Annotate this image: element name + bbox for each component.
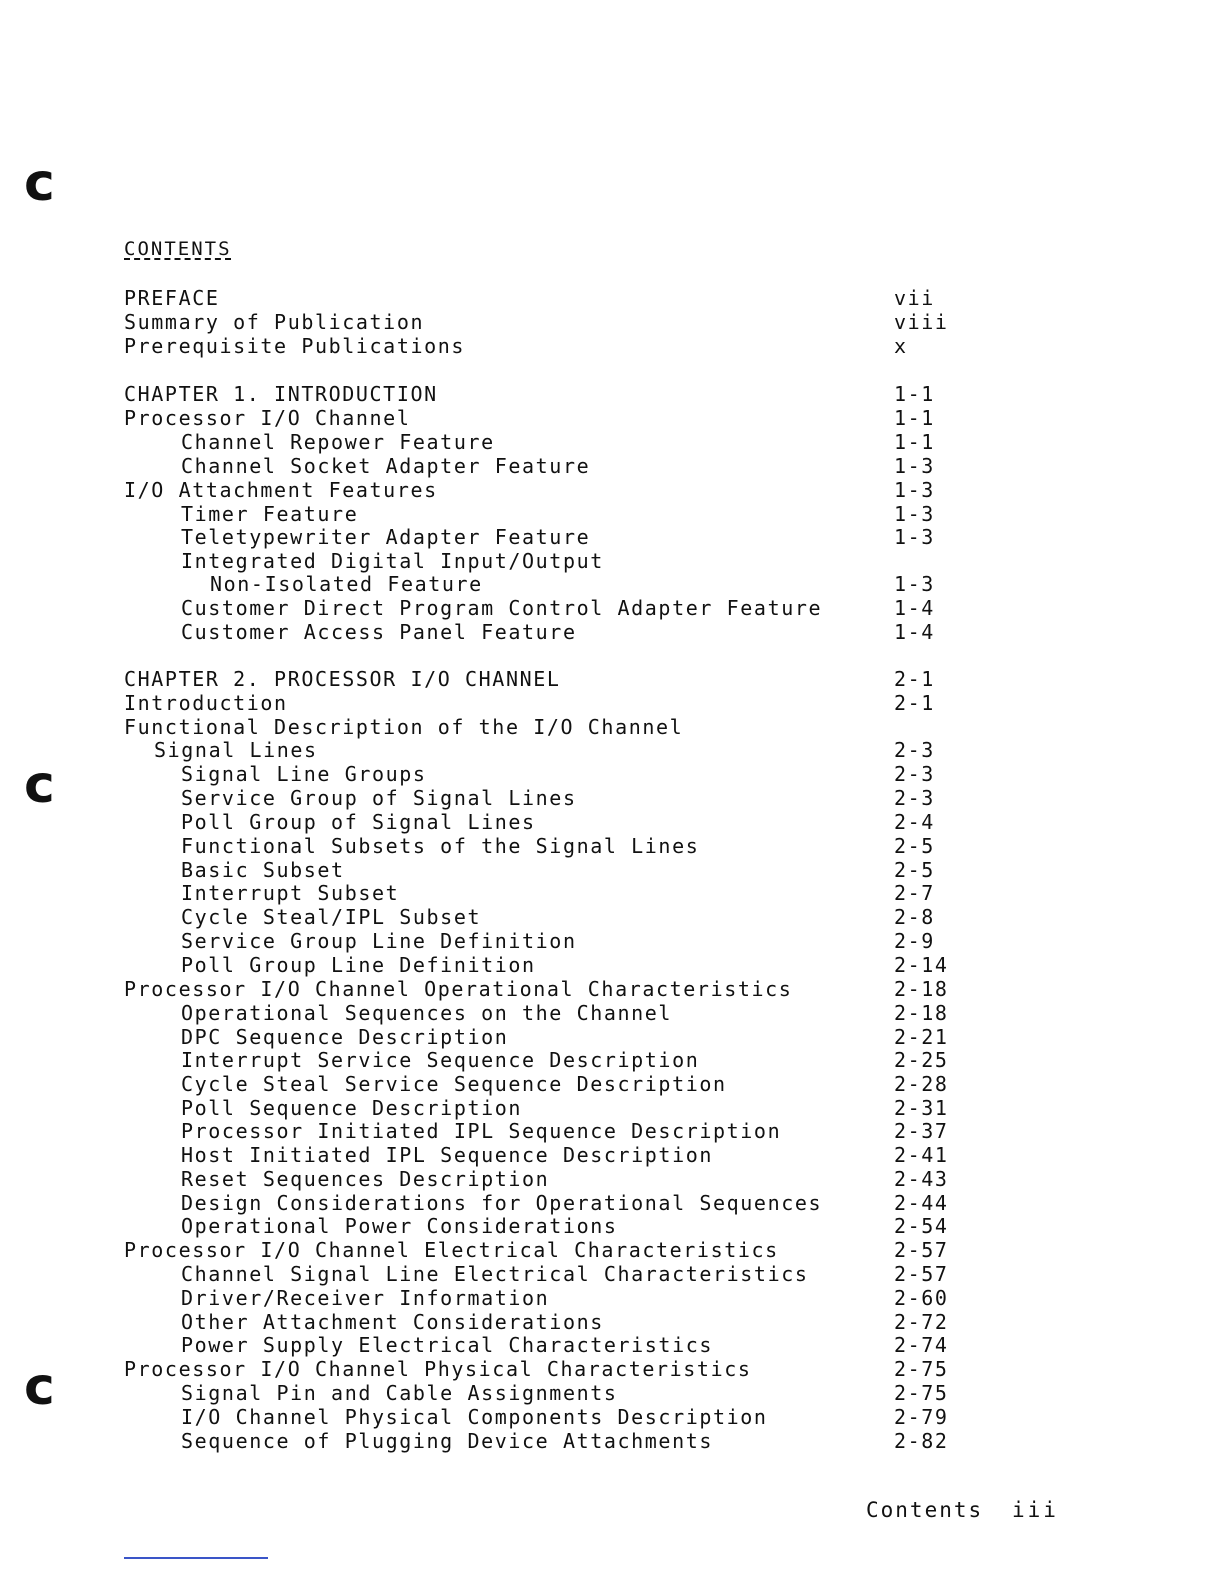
toc-entry: Summary of Publication [124,310,425,334]
toc-page-number: 2-82 [894,1429,949,1453]
toc-page-number: 2-3 [894,786,935,810]
toc-page-number: 2-72 [894,1310,949,1334]
toc-page-number: 2-41 [894,1143,949,1167]
toc-page-number: 2-3 [894,738,935,762]
toc-entry: Integrated Digital Input/Output [181,549,604,573]
toc-page-number: 1-1 [894,430,935,454]
toc-entry: Introduction [124,691,288,715]
toc-entry: Poll Sequence Description [181,1096,523,1120]
toc-page-number: x [894,334,908,358]
toc-entry: Non-Isolated Feature [210,572,483,596]
toc-page-number: 1-3 [894,502,935,526]
toc-entry: Service Group Line Definition [181,929,577,953]
toc-page-number: 2-54 [894,1214,949,1238]
toc-entry: Processor I/O Channel [124,406,411,430]
toc-entry: Functional Subsets of the Signal Lines [181,834,700,858]
toc-entry: Signal Lines [154,738,318,762]
toc-entry: I/O Channel Physical Components Description [181,1405,768,1429]
toc-page-number: 1-4 [894,596,935,620]
toc-page-number: 2-8 [894,905,935,929]
toc-page-number: 2-79 [894,1405,949,1429]
toc-entry: DPC Sequence Description [181,1025,509,1049]
toc-entry: Signal Pin and Cable Assignments [181,1381,618,1405]
toc-entry: Sequence of Plugging Device Attachments [181,1429,713,1453]
toc-page-number: 2-4 [894,810,935,834]
toc-entry: Host Initiated IPL Sequence Description [181,1143,713,1167]
toc-entry: Customer Direct Program Control Adapter Feature [181,596,823,620]
toc-page-number: 2-25 [894,1048,949,1072]
toc-page-number: 2-1 [894,691,935,715]
toc-page-number: 2-75 [894,1357,949,1381]
toc-page-number: 2-60 [894,1286,949,1310]
toc-page-number: 1-1 [894,382,935,406]
toc-page-number: 2-9 [894,929,935,953]
toc-page-number: 1-4 [894,620,935,644]
toc-page-number: 2-31 [894,1096,949,1120]
toc-entry: Poll Group of Signal Lines [181,810,536,834]
toc-page-number: 2-74 [894,1333,949,1357]
binder-hole-mark-bottom: c [24,1357,55,1417]
toc-entry: Processor Initiated IPL Sequence Description [181,1119,782,1143]
toc-entry: Functional Description of the I/O Channel [124,715,684,739]
toc-page-number: 2-44 [894,1191,949,1215]
toc-entry: Basic Subset [181,858,345,882]
toc-entry: Operational Power Considerations [181,1214,618,1238]
toc-page-number: 2-3 [894,762,935,786]
toc-entry: Operational Sequences on the Channel [181,1001,673,1025]
toc-page-number: 2-75 [894,1381,949,1405]
toc-page-number: 2-18 [894,1001,949,1025]
toc-entry: Design Considerations for Operational Sequences [181,1191,823,1215]
toc-entry: Channel Signal Line Electrical Characteristics [181,1262,809,1286]
toc-entry: Cycle Steal/IPL Subset [181,905,482,929]
toc-entry: Service Group of Signal Lines [181,786,577,810]
toc-entry: CHAPTER 2. PROCESSOR I/O CHANNEL [124,667,561,691]
binder-hole-mark-top: c [24,153,55,213]
toc-entry: Driver/Receiver Information [181,1286,550,1310]
toc-page-number: 2-57 [894,1262,949,1286]
toc-entry: Customer Access Panel Feature [181,620,577,644]
toc-entry: Interrupt Service Sequence Description [181,1048,700,1072]
toc-page-number: 2-57 [894,1238,949,1262]
toc-entry: Processor I/O Channel Physical Characteristics [124,1357,752,1381]
toc-page-number: 2-5 [894,858,935,882]
toc-page-number: 2-1 [894,667,935,691]
toc-entry: PREFACE [124,286,220,310]
toc-entry: Prerequisite Publications [124,334,466,358]
toc-page-number: 1-3 [894,572,935,596]
toc-entry: Reset Sequences Description [181,1167,550,1191]
toc-entry: I/O Attachment Features [124,478,438,502]
footer-label: Contents [866,1498,984,1522]
toc-entry: Timer Feature [181,502,359,526]
toc-entry: Channel Socket Adapter Feature [181,454,591,478]
toc-page-number: 2-43 [894,1167,949,1191]
toc-page-number: 1-3 [894,454,935,478]
toc-page-number: 2-21 [894,1025,949,1049]
toc-entry: Other Attachment Considerations [181,1310,604,1334]
toc-page-number: viii [894,310,949,334]
toc-entry: Teletypewriter Adapter Feature [181,525,591,549]
toc-entry: CHAPTER 1. INTRODUCTION [124,382,438,406]
toc-page-number: vii [894,286,935,310]
page-title: CONTENTS [124,238,232,260]
toc-page-number: 2-18 [894,977,949,1001]
toc-page-number: 1-3 [894,525,935,549]
toc-page-number: 2-5 [894,834,935,858]
toc-entry: Poll Group Line Definition [181,953,536,977]
toc-page-number: 2-7 [894,881,935,905]
toc-page-number: 2-14 [894,953,949,977]
binder-hole-mark-middle: c [24,755,55,815]
toc-entry: Processor I/O Channel Operational Characteristics [124,977,793,1001]
toc-page-number: 1-3 [894,478,935,502]
toc-entry: Cycle Steal Service Sequence Description [181,1072,727,1096]
toc-page-number: 1-1 [894,406,935,430]
toc-page-number: 2-28 [894,1072,949,1096]
toc-entry: Processor I/O Channel Electrical Characteristics [124,1238,779,1262]
toc-page-number: 2-37 [894,1119,949,1143]
page-edge-rule [124,1557,268,1559]
toc-entry: Interrupt Subset [181,881,400,905]
toc-entry: Channel Repower Feature [181,430,495,454]
toc-entry: Signal Line Groups [181,762,427,786]
toc-entry: Power Supply Electrical Characteristics [181,1333,713,1357]
footer-page-number: iii [1012,1498,1059,1522]
